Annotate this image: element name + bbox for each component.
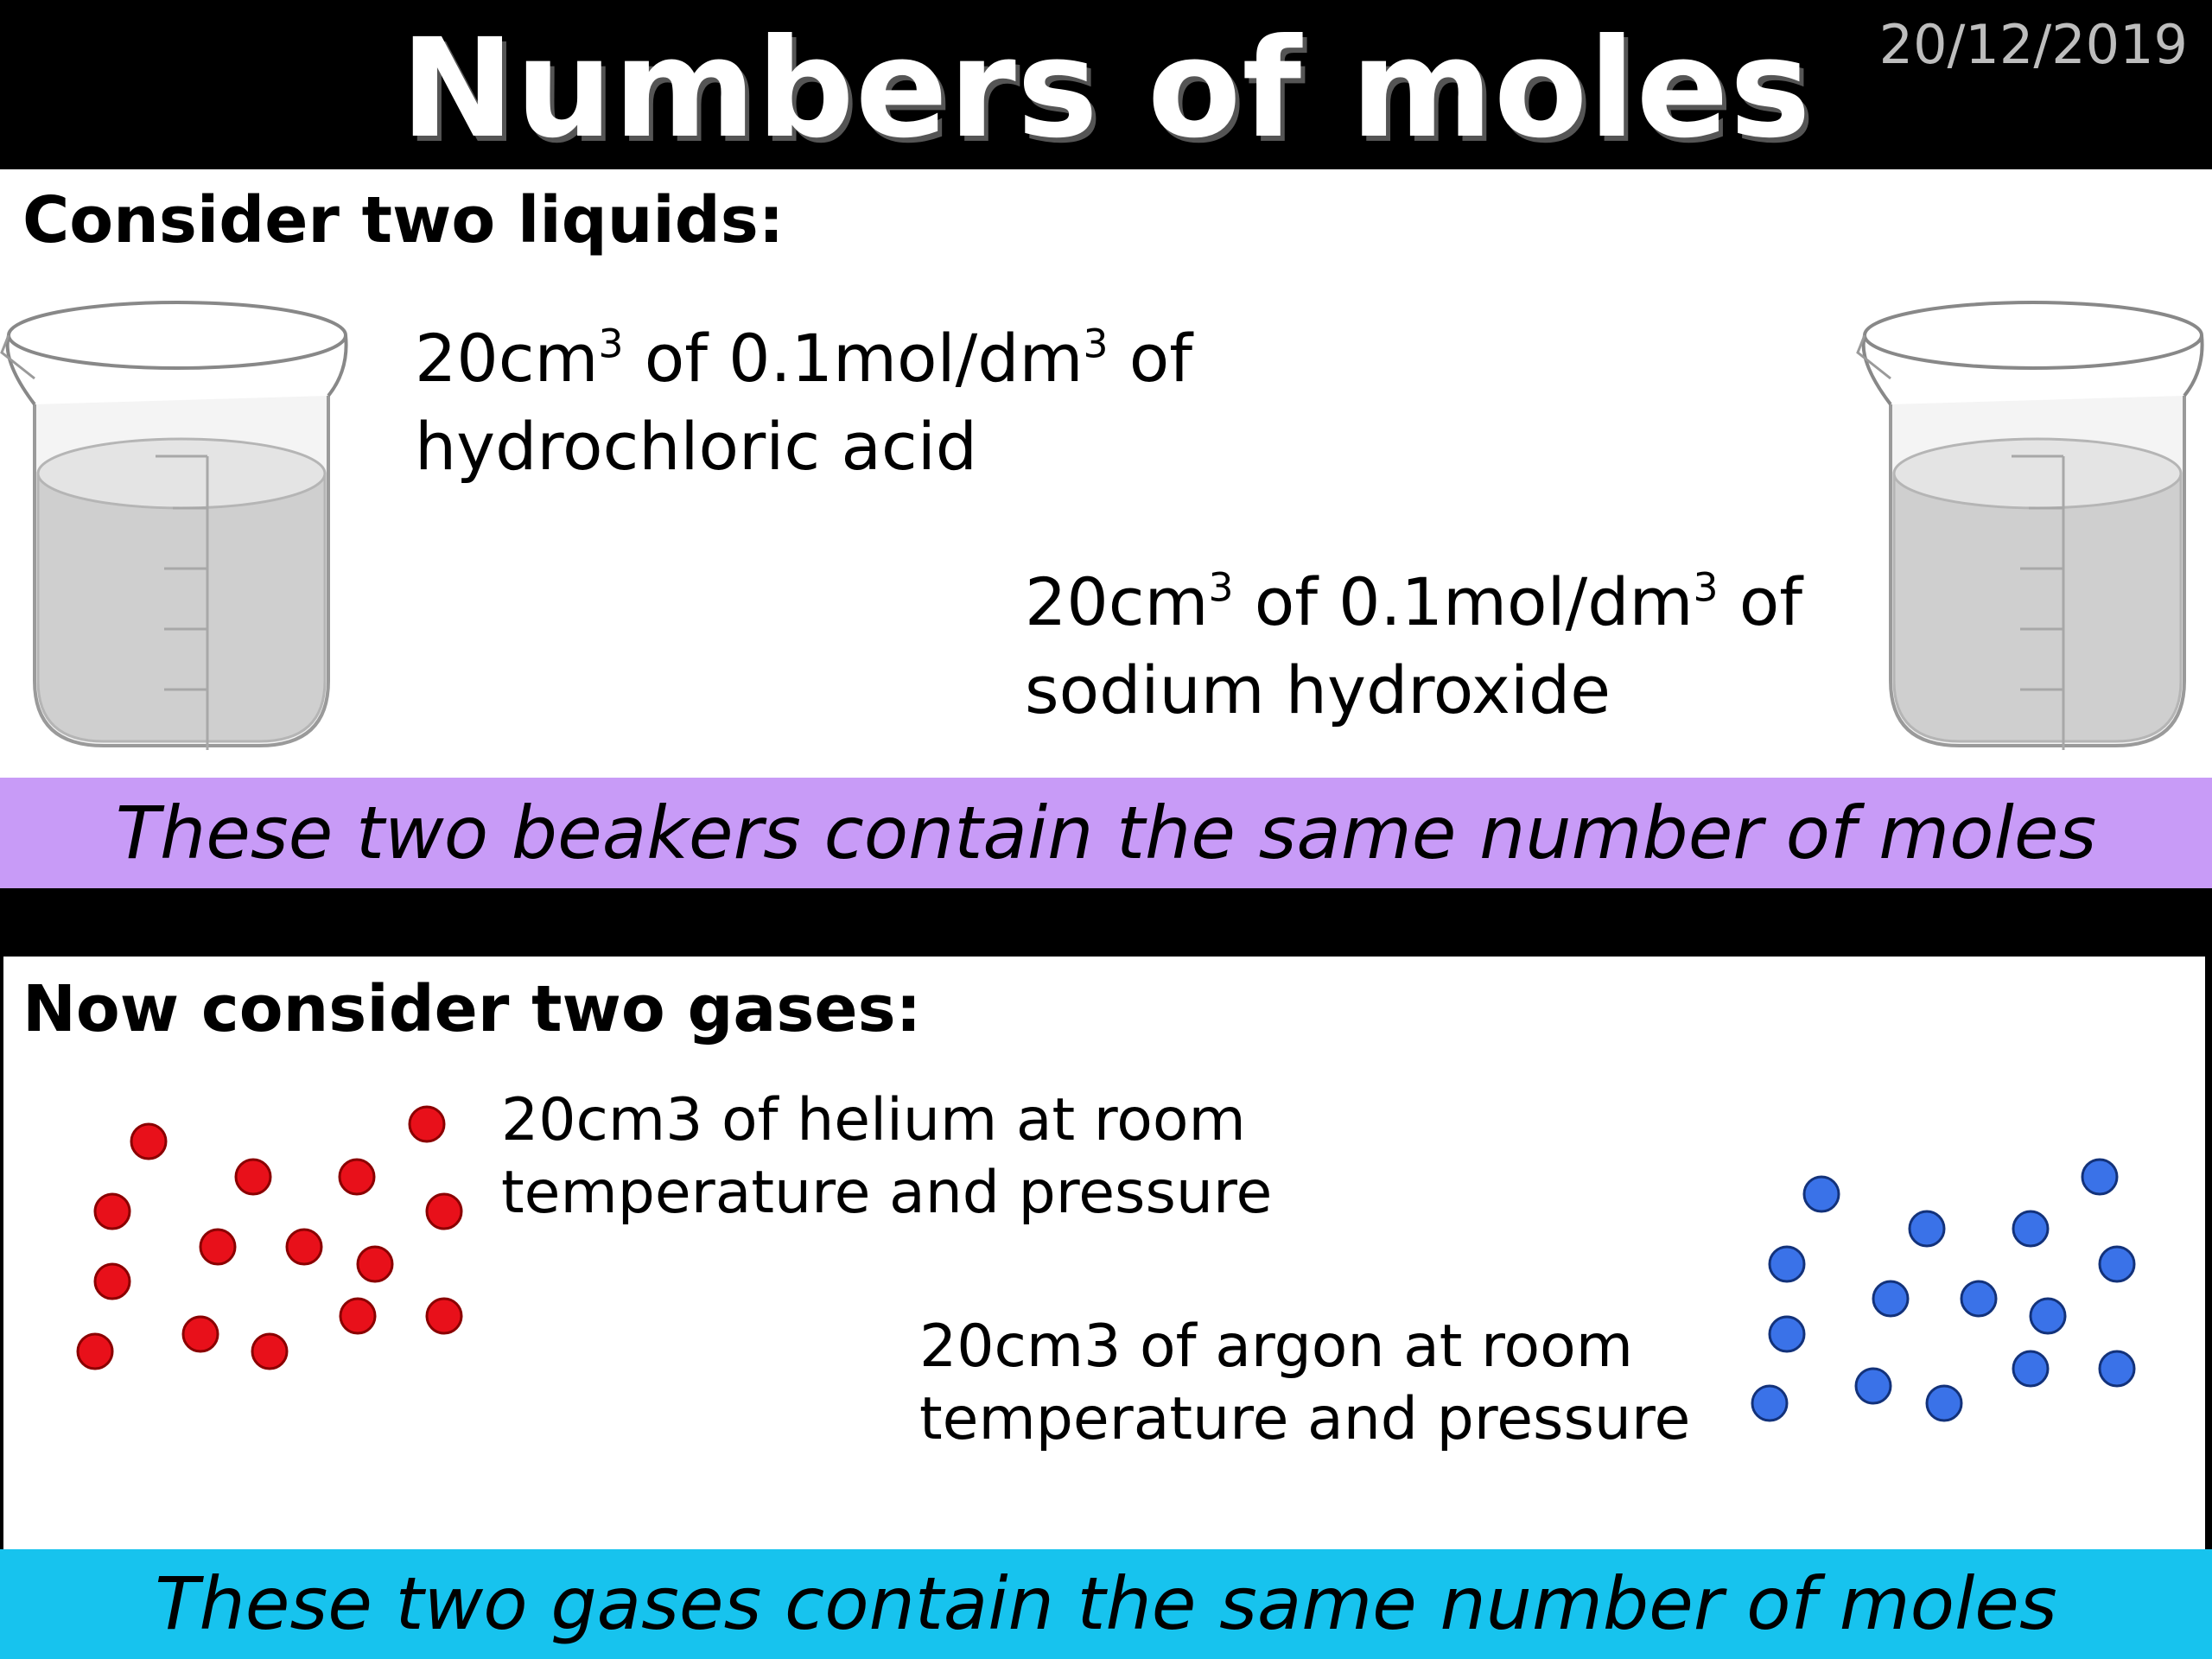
argon-particle xyxy=(2031,1299,2065,1333)
acid-sup-2: 3 xyxy=(1083,321,1109,367)
argon-particle xyxy=(2013,1211,2048,1246)
liquids-heading: Consider two liquids: xyxy=(22,183,785,257)
helium-description xyxy=(501,1084,1272,1230)
acid-of: of xyxy=(1108,320,1192,397)
argon-particle xyxy=(1873,1281,1908,1316)
slide-title: Numbers of moles xyxy=(400,10,1812,168)
argon-particle xyxy=(2100,1247,2134,1281)
slide-date: 20/12/2019 xyxy=(1878,13,2188,76)
gases-panel xyxy=(3,957,2205,1549)
base-volume: 20cm xyxy=(1025,563,1209,640)
beaker-right-icon xyxy=(1856,301,2210,750)
argon-line-1: 20cm3 of argon at room xyxy=(919,1313,1633,1381)
argon-particle xyxy=(1752,1386,1787,1421)
argon-particle xyxy=(2100,1351,2134,1386)
base-sup-1: 3 xyxy=(1208,564,1234,611)
argon-particle xyxy=(1804,1177,1839,1211)
acid-concentration: of 0.1mol/dm xyxy=(623,320,1084,397)
argon-particle xyxy=(2082,1160,2117,1194)
base-line-1 xyxy=(1025,558,1802,646)
title-bar xyxy=(0,0,2212,167)
argon-particle xyxy=(1927,1386,1961,1421)
argon-particle xyxy=(1961,1281,1996,1316)
argon-line-2: temperature and pressure xyxy=(919,1385,1691,1453)
acid-line-2: hydrochloric acid xyxy=(415,408,978,485)
helium-line-1: 20cm3 of helium at room xyxy=(501,1086,1246,1154)
gases-conclusion-banner: These two gases contain the same number of moles xyxy=(0,1549,2212,1659)
beaker-left-icon xyxy=(0,301,354,750)
base-description xyxy=(1025,558,1802,734)
argon-particle xyxy=(1770,1247,1804,1281)
base-concentration: of 0.1mol/dm xyxy=(1233,563,1694,640)
argon-particle xyxy=(2013,1351,2048,1386)
base-line-2: sodium hydroxide xyxy=(1025,652,1611,728)
argon-particle xyxy=(1856,1369,1891,1403)
acid-sup-1: 3 xyxy=(598,321,624,367)
argon-description xyxy=(919,1311,1690,1456)
acid-volume: 20cm xyxy=(415,320,599,397)
acid-line-1 xyxy=(415,315,1192,403)
helium-line-2: temperature and pressure xyxy=(501,1159,1273,1227)
gases-heading: Now consider two gases: xyxy=(22,972,922,1046)
base-of: of xyxy=(1718,563,1802,640)
argon-particle xyxy=(1770,1317,1804,1351)
argon-particle xyxy=(1910,1211,1944,1246)
argon-particles xyxy=(3,957,2205,1549)
liquids-panel xyxy=(0,169,2212,778)
base-sup-2: 3 xyxy=(1693,564,1719,611)
acid-description xyxy=(415,315,1192,491)
liquids-conclusion-banner: These two beakers contain the same number of moles xyxy=(0,778,2212,888)
